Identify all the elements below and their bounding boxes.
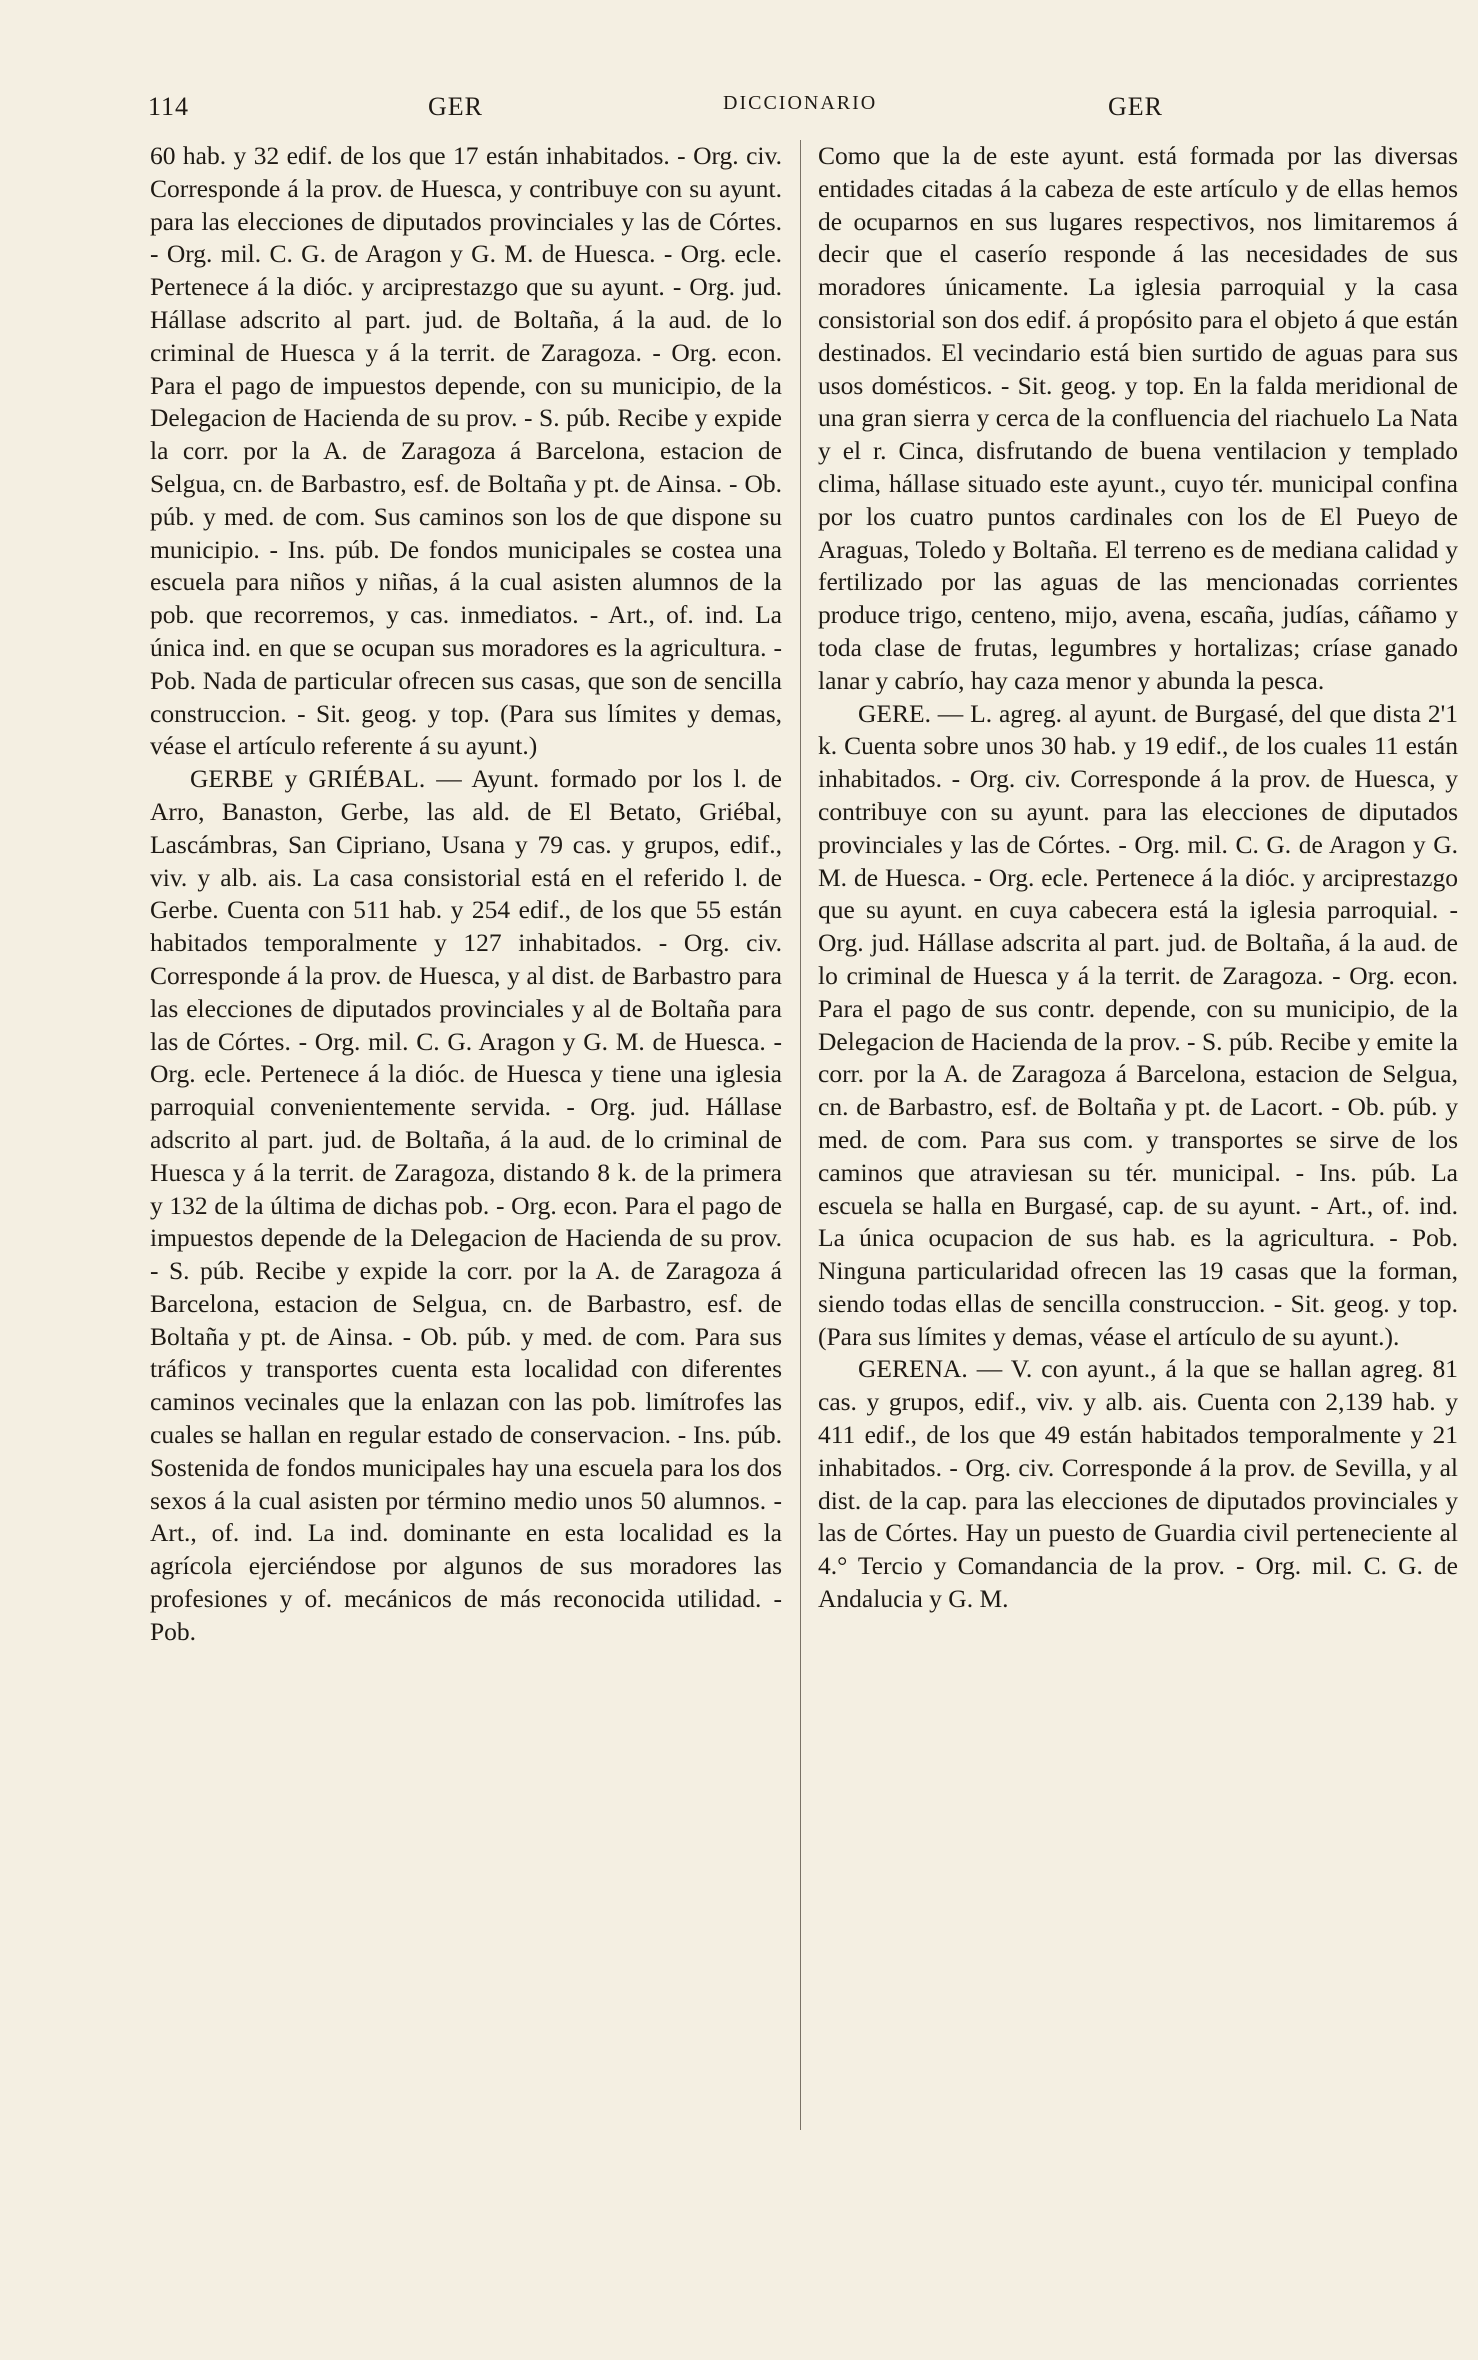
column-divider bbox=[800, 140, 801, 2130]
entry-gerena: GERENA. — V. con ayunt., á la que se hallan agreg. 81 cas. y grupos, edif., viv. y alb. ais. Cuenta con 2,139 hab. y 411 edif., de los que 49 están habitados temporalmente y 21 inhabitados. - Org. civ. Corresponde á la prov. de Sevilla, y al dist. de la cap. para las elecciones de diputados provinciales y las de Córtes. Hay un puesto de Guardia civil perteneciente al 4.° Tercio y Comandancia de la prov. - Org. mil. C. G. de Andalucia y G. M. bbox=[818, 1354, 1458, 1614]
running-title: DICCIONARIO bbox=[723, 92, 878, 114]
entry-gerbe-y-griebal: GERBE y GRIÉBAL. — Ayunt. formado por los l. de Arro, Banaston, Gerbe, las ald. de El Betato, Griébal, Lascámbras, San Cipriano, Usana y 79 cas. y grupos, edif., viv. y alb. ais. La casa consistorial está en el referido l. de Gerbe. Cuenta con 511 hab. y 254 edif., de los que 55 están habitados temporalmente y 127 inhabitados. - Org. civ. Corresponde á la prov. de Huesca, y al dist. de Barbastro para las elecciones de diputados provinciales y al de Boltaña para las de Córtes. - Org. mil. C. G. Aragon y G. M. de Huesca. - Org. ecle. Pertenece á la dióc. de Huesca y tiene una iglesia parroquial convenientemente servida. - Org. jud. Hállase adscrito al part. jud. de Boltaña, á la aud. de lo criminal de Huesca y á la territ. de Zaragoza, distando 8 k. de la primera y 132 de la última de dichas pob. - Org. econ. Para el pago de impuestos depende de la Delegacion de Hacienda de su prov. - S. púb. Recibe y expide la corr. por la A. de Zaragoza á Barcelona, estacion de Selgua, cn. de Barbastro, esf. de Boltaña y pt. de Ainsa. - Ob. púb. y med. de com. Para sus tráficos y transportes cuenta esta localidad con diferentes caminos vecinales que la enlazan con las pob. limítrofes las cuales se hallan en regular estado de conservacion. - Ins. púb. Sostenida de fondos municipales hay una escuela para los dos sexos á la cual asisten por término medio unos 50 alumnos. - Art., of. ind. La ind. dominante en esta localidad es la agrícola ejerciéndose por algunos de sus moradores las profesiones y of. mecánicos de más reconocida utilidad. - Pob. bbox=[150, 764, 782, 1646]
entry-continuation-right: Como que la de este ayunt. está formada por las diversas entidades citadas á la cabeza de este artículo y de ellas hemos de ocuparnos en sus lugares respectivos, nos limitaremos á decir que el caserío responde á las necesidades de sus moradores únicamente. La iglesia parroquial y la casa consistorial son dos edif. á propósito para el objeto á que están destinados. El vecindario está bien surtido de aguas para sus usos domésticos. - Sit. geog. y top. En la falda meridional de una gran sierra y cerca de la confluencia del riachuelo La Nata y el r. Cinca, disfrutando de buena ventilacion y templado clima, hállase situado este ayunt., cuyo tér. municipal confina por los cuatro puntos cardinales con los de El Pueyo de Araguas, Toledo y Boltaña. El terreno es de mediana calidad y fertilizado por las aguas de las mencionadas corrientes produce trigo, centeno, mijo, avena, escaña, judías, cáñamo y toda clase de frutas, legumbres y hortalizas; críase ganado lanar y cabrío, hay caza menor y abunda la pesca. bbox=[818, 141, 1458, 695]
page-header bbox=[148, 92, 1328, 132]
entry-continuation: 60 hab. y 32 edif. de los que 17 están inhabitados. - Org. civ. Corresponde á la prov. de Huesca, y contribuye con su ayunt. para las elecciones de diputados provinciales y las de Córtes. - Org. mil. C. G. de Aragon y G. M. de Huesca. - Org. ecle. Pertenece á la dióc. y arciprestazgo que su ayunt. - Org. jud. Hállase adscrito al part. jud. de Boltaña, á la aud. de lo criminal de Huesca y á la territ. de Zaragoza. - Org. econ. Para el pago de impuestos depende, con su municipio, de la Delegacion de Hacienda de su prov. - S. púb. Recibe y expide la corr. por la A. de Zaragoza á Barcelona, estacion de Selgua, cn. de Barbastro, esf. de Boltaña y pt. de Ainsa. - Ob. púb. y med. de com. Sus caminos son los de que dispone su municipio. - Ins. púb. De fondos municipales se costea una escuela para niños y niñas, á la cual asisten alumnos de la pob. que recorremos, y cas. inmediatos. - Art., of. ind. La única ind. en que se ocupan sus moradores es la agricultura. - Pob. Nada de particular ofrecen sus casas, que son de sencilla construccion. - Sit. geog. y top. (Para sus límites y demas, véase el artículo referente á su ayunt.) bbox=[150, 141, 782, 761]
page-number: 114 bbox=[148, 92, 190, 121]
left-running-head: GER bbox=[428, 92, 483, 121]
entry-gere: GERE. — L. agreg. al ayunt. de Burgasé, del que dista 2'1 k. Cuenta sobre unos 30 hab. y 19 edif., de los cuales 11 están inhabitados. - Org. civ. Corresponde á la prov. de Huesca, y contribuye con su ayunt. para las elecciones de diputados provinciales y las de Córtes. - Org. mil. C. G. de Aragon y G. M. de Huesca. - Org. ecle. Pertenece á la dióc. y arciprestazgo que su ayunt. en cuya cabecera está la iglesia parroquial. - Org. jud. Hállase adscrita al part. jud. de Boltaña, á la aud. de lo criminal de Huesca y á la territ. de Zaragoza. - Org. econ. Para el pago de sus contr. depende, con su municipio, de la Delegacion de Hacienda de la prov. - S. púb. Recibe y emite la corr. por la A. de Zaragoza á Barcelona, estacion de Selgua, cn. de Barbastro, esf. de Boltaña y pt. de Lacort. - Ob. púb. y med. de com. Para sus com. y transportes se sirve de los caminos que atraviesan su tér. municipal. - Ins. púb. La escuela se halla en Burgasé, cap. de su ayunt. - Art., of. ind. La única ocupacion de sus hab. es la agricultura. - Pob. Ninguna particularidad ofrecen las 19 casas que la forman, siendo todas ellas de sencilla construccion. - Sit. geog. y top. (Para sus límites y demas, véase el artículo de su ayunt.). bbox=[818, 698, 1458, 1351]
left-column bbox=[150, 140, 782, 1649]
right-running-head: GER bbox=[1108, 92, 1163, 121]
right-column bbox=[818, 140, 1458, 1616]
